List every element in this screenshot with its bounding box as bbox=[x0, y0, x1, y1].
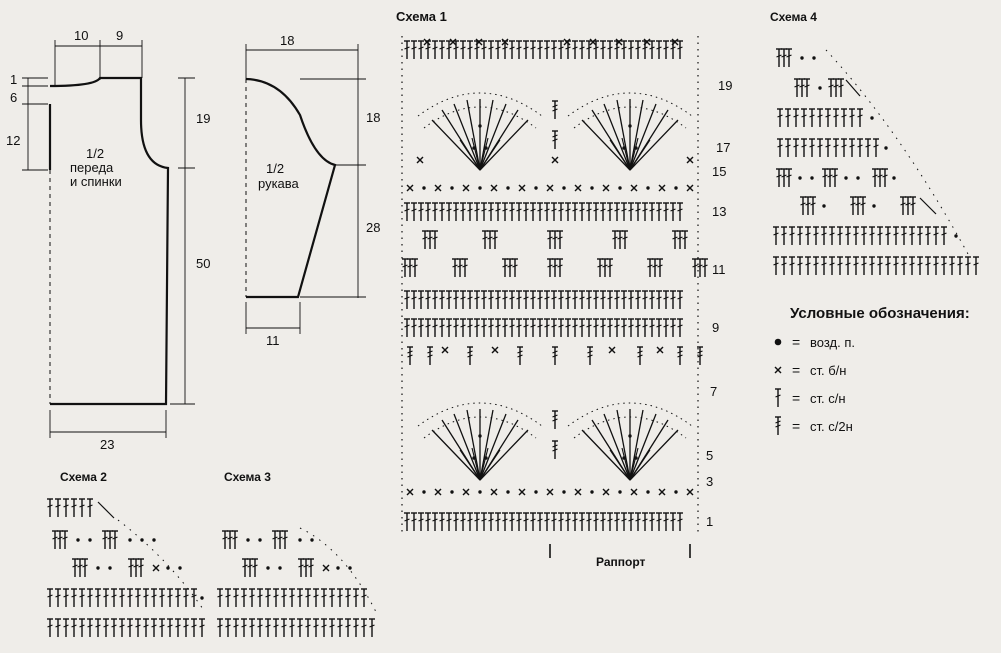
legend bbox=[775, 305, 970, 435]
row-3: 3 bbox=[706, 474, 714, 489]
legend-text-tr: ст. с/2н bbox=[810, 419, 853, 434]
sleeve-dim-length: 28 bbox=[366, 220, 381, 235]
rapport-label: Раппорт bbox=[596, 555, 646, 569]
sleeve-label-2: рукава bbox=[258, 176, 299, 191]
legend-text-sc: ст. б/н bbox=[810, 363, 847, 378]
svg-text:=: = bbox=[792, 390, 801, 406]
sleeve-schematic bbox=[246, 33, 380, 348]
legend-item-sc bbox=[775, 362, 846, 378]
row-17: 17 bbox=[716, 140, 731, 155]
row-9: 9 bbox=[712, 320, 720, 335]
scheme-2-title: Схема 2 bbox=[60, 470, 107, 484]
dim-armhole-left: 12 bbox=[6, 133, 21, 148]
dim-width: 23 bbox=[100, 437, 115, 452]
chain-stitch-icon bbox=[775, 339, 782, 346]
scheme-2 bbox=[47, 470, 205, 637]
dim-neck: 6 bbox=[10, 90, 18, 105]
scheme-4 bbox=[770, 10, 979, 275]
legend-title: Условные обозначения: bbox=[790, 305, 970, 322]
dim-armhole-right: 19 bbox=[196, 111, 211, 126]
svg-text:=: = bbox=[792, 362, 801, 378]
body-label-2: переда bbox=[70, 160, 114, 175]
scheme-1 bbox=[396, 9, 732, 569]
legend-text-dc: ст. с/н bbox=[810, 391, 846, 406]
row-19: 19 bbox=[718, 78, 733, 93]
single-crochet-icon bbox=[775, 367, 781, 373]
treble-crochet-icon bbox=[775, 417, 781, 435]
scheme-3-title: Схема 3 bbox=[224, 470, 271, 484]
row-11: 11 bbox=[712, 262, 726, 277]
scheme-3 bbox=[217, 470, 376, 637]
dim-length: 50 bbox=[196, 256, 211, 271]
double-crochet-icon bbox=[775, 389, 781, 407]
row-5: 5 bbox=[706, 448, 714, 463]
sleeve-label-1: 1/2 bbox=[266, 161, 285, 176]
dim-top-left: 10 bbox=[74, 28, 89, 43]
row-1: 1 bbox=[706, 514, 714, 529]
dim-shoulder: 1 bbox=[10, 72, 18, 87]
svg-text:=: = bbox=[792, 334, 801, 350]
sleeve-dim-cap: 18 bbox=[366, 110, 381, 125]
body-label-1: 1/2 bbox=[86, 146, 105, 161]
svg-text:=: = bbox=[792, 418, 801, 434]
legend-text-chain: возд. п. bbox=[810, 335, 855, 350]
legend-item-tr bbox=[775, 417, 853, 435]
row-7: 7 bbox=[710, 384, 718, 399]
scheme-1-title: Схема 1 bbox=[396, 9, 447, 24]
scheme-4-title: Схема 4 bbox=[770, 10, 817, 24]
row-13: 13 bbox=[712, 204, 727, 219]
row-15: 15 bbox=[712, 164, 727, 179]
legend-item-dc bbox=[775, 389, 846, 407]
sleeve-dim-bottom: 11 bbox=[266, 333, 280, 348]
legend-item-chain bbox=[775, 334, 855, 350]
body-schematic bbox=[6, 28, 210, 452]
sleeve-dim-top: 18 bbox=[280, 33, 295, 48]
dim-top-right: 9 bbox=[116, 28, 124, 43]
body-label-3: и спинки bbox=[70, 174, 122, 189]
